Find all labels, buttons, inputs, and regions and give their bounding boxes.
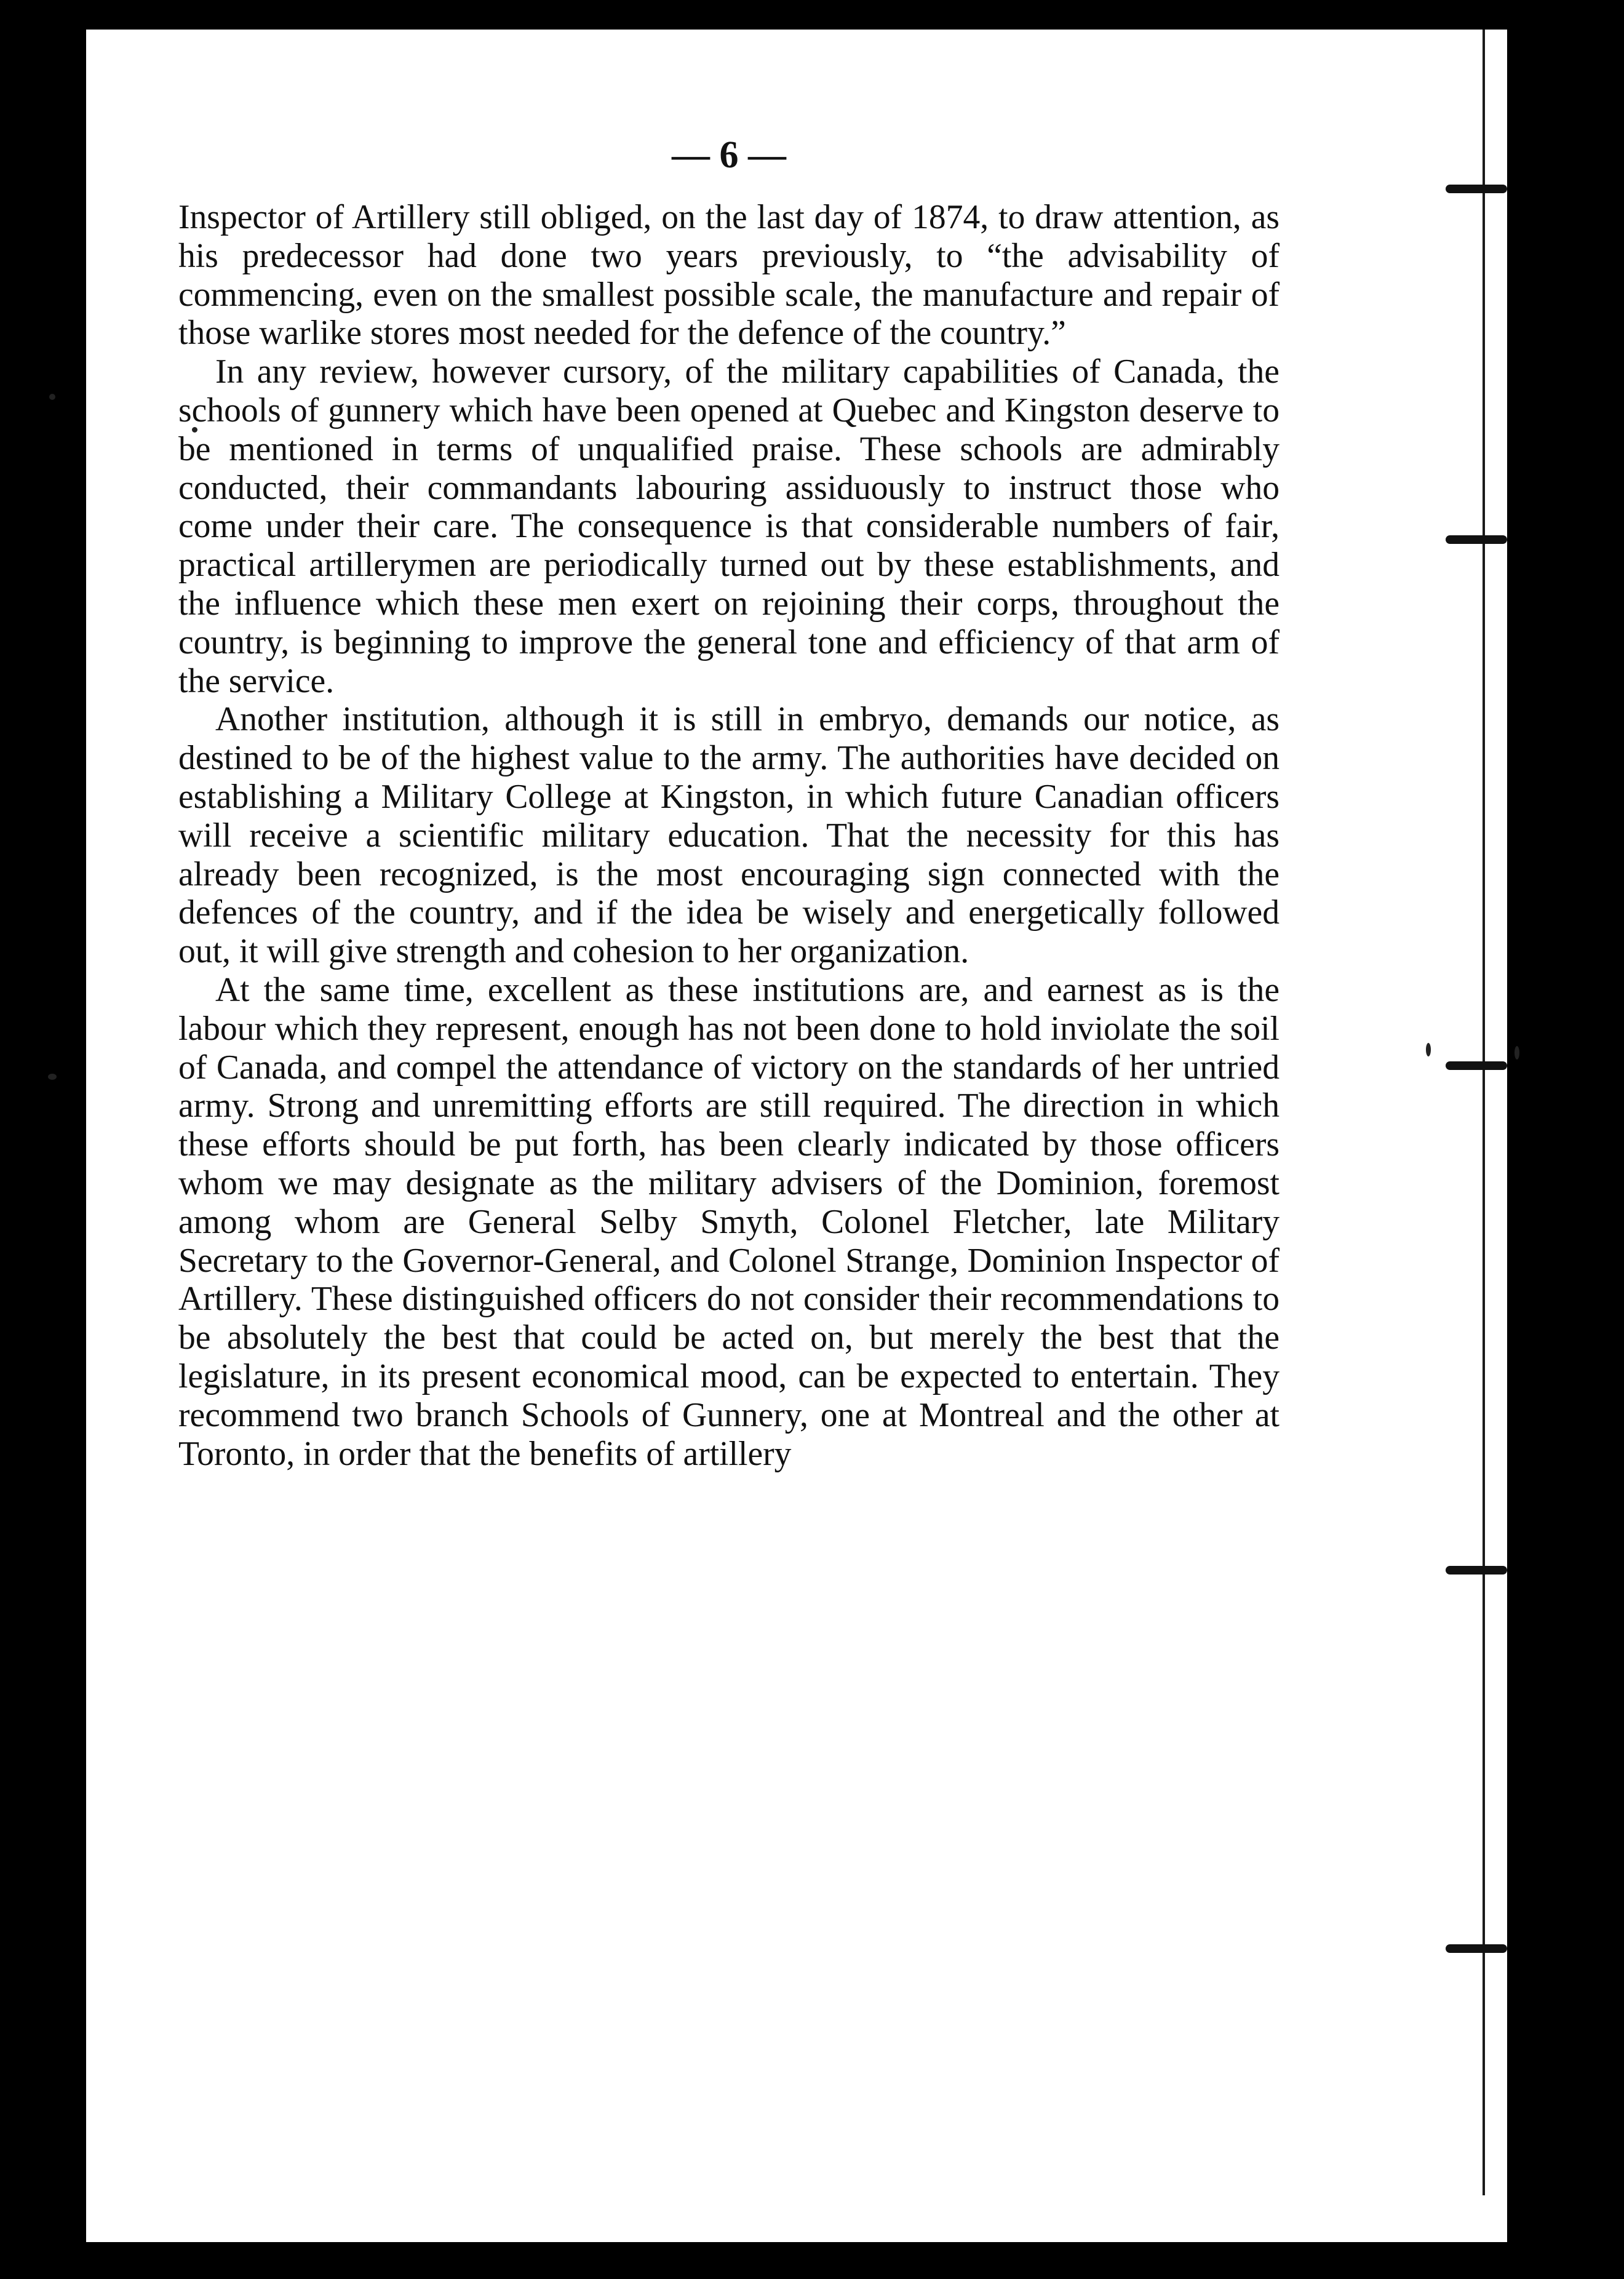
page-text: [178, 129, 1280, 1473]
scan-speck: [49, 394, 55, 400]
binding-mark: [1446, 1061, 1507, 1070]
binding-mark: [1446, 535, 1507, 544]
paragraph: Another institution, although it is still in embryo, demands our notice, as destined to be of the highest value to the army. The authorities have decided on establishing a Military College at Kingston, in which future Canadian officers will receive a scientific military education. That the necessity for this has already been recognized, is the most encouraging sign connected with the defences of the country, and if the idea be wisely and energetically followed out, it will give strength and cohesion to her organization.: [178, 700, 1280, 971]
scan-speck: [48, 1074, 57, 1080]
binding-edge: [1483, 30, 1485, 2195]
scan-speck: [1515, 1046, 1519, 1060]
page-number: — 6 —: [672, 134, 786, 176]
paragraph: At the same time, excellent as these institutions are, and earnest as is the labour which they represent, enough has not been done to hold inviolate the soil of Canada, and compel the attendance of victory on the standards of her untried army. Strong and unremitting efforts are still required. The direction in which these efforts should be put forth, has been clearly indicated by those officers whom we may designate as the military advisers of the Dominion, foremost among whom are General Selby Smyth, Colonel Fletcher, late Military Secretary to the Governor-General, and Colonel Strange, Dominion Inspector of Artillery. These distinguished officers do not consider their recommendations to be absolutely the best that could be acted on, but merely the best that the legislature, in its present economical mood, can be expected to entertain. They recommend two branch Schools of Gunnery, one at Montreal and the other at Toronto, in order that the benefits of artillery: [178, 970, 1280, 1473]
paragraph: In any review, however cursory, of the military capabilities of Canada, the schools of gunnery which have been opened at Quebec and Kingston deserve to be mentioned in terms of unqualified praise. These schools are admirably conducted, their commandants labouring assiduously to instruct those who come under their care. The consequence is that considerable numbers of fair, practical artillerymen are periodically turned out by these establishments, and the influence which these men exert on rejoining their corps, throughout the country, is beginning to improve the general tone and efficiency of that arm of the service.: [178, 353, 1280, 700]
binding-mark: [1446, 185, 1507, 193]
binding-mark: [1446, 1566, 1507, 1575]
paragraph: Inspector of Artillery still obliged, on the last day of 1874, to draw attention, as his predecessor had done two years previously, to “the advisability of commencing, even on the smallest possible scale, the manufacture and repair of those warlike stores most needed for the defence of the country.”: [178, 198, 1280, 353]
scan-speck: [1426, 1043, 1431, 1056]
binding-mark: [1446, 1944, 1507, 1953]
